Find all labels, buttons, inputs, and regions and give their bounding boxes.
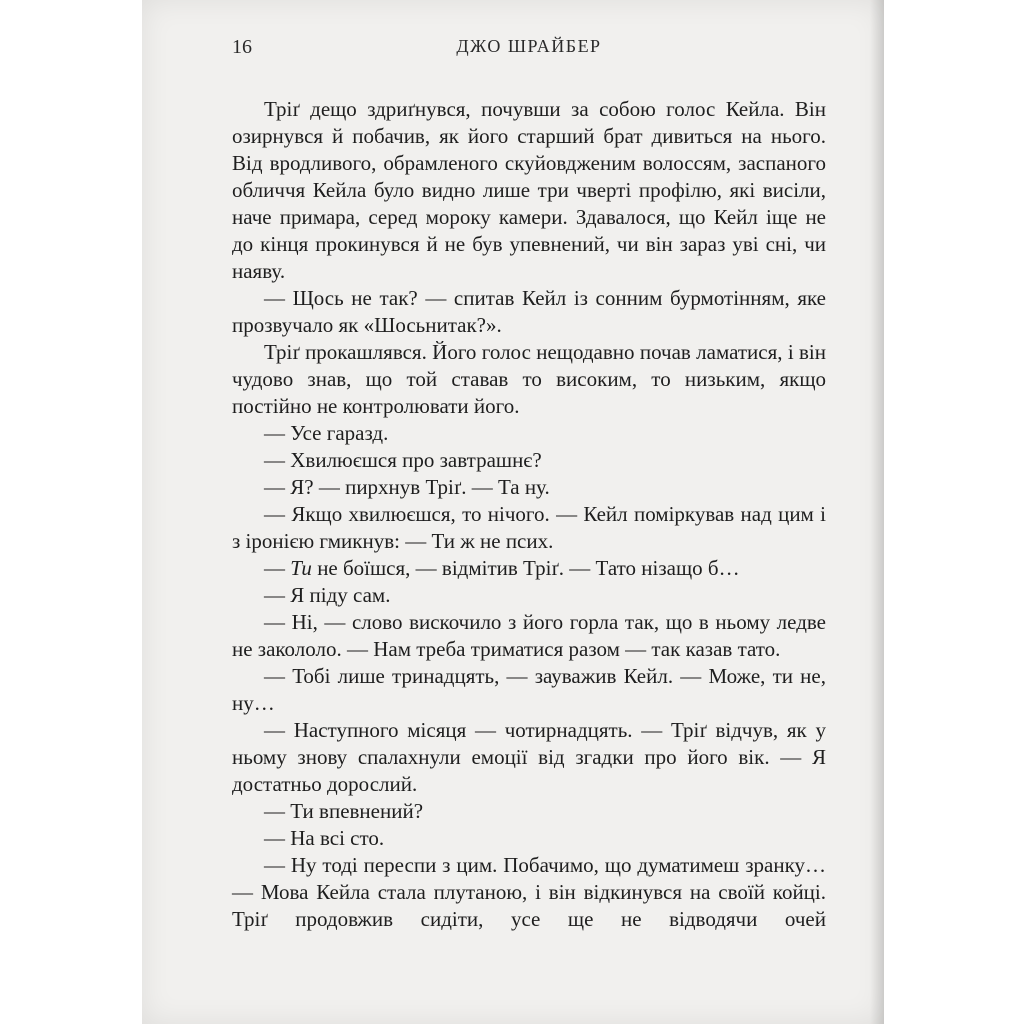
body-text [232, 96, 826, 933]
running-title: ДЖО ШРАЙБЕР [456, 36, 602, 56]
paragraph: — Ти не боїшся, — відмітив Тріґ. — Тато нізащо б… [264, 556, 740, 580]
page-number: 16 [232, 36, 252, 58]
paragraph: — Ти впевнений? [264, 799, 424, 823]
paragraph: — Я? — пирхнув Тріґ. — Та ну. [264, 475, 550, 499]
paragraph: — Хвилюєшся про завтрашнє? [264, 448, 542, 472]
page-header [232, 36, 826, 64]
book-page [142, 0, 884, 1024]
paragraph: — Якщо хвилюєшся, то нічого. — Кейл поміркував над цим і з іронією гмикнув: — Ти ж не псих. [232, 502, 826, 553]
paragraph: — Я піду сам. [264, 583, 391, 607]
paragraph: — Наступного місяця — чотирнадцять. — Тріґ відчув, як у ньому знову спалахнули емоції від згадки про його вік. — Я достатньо дорослий. [232, 718, 826, 796]
paragraph: — Щось не так? — спитав Кейл із сонним бурмотінням, яке прозвучало як «Шосьнитак?». [232, 286, 826, 337]
paragraph: — Ну тоді переспи з цим. Побачимо, що думатимеш зранку… — Мова Кейла стала плутаною, і він відкинувся на своїй койці. Тріґ продовжив сидіти, усе ще не відводячи очей [232, 853, 826, 931]
italic-word: Ти [290, 556, 312, 580]
paragraph: — Тобі лише тринадцять, — зауважив Кейл. — Може, ти не, ну… [232, 664, 826, 715]
paragraph-rest: не боїшся, — відмітив Тріґ. — Тато нізащо б… [311, 556, 740, 580]
paragraph: Тріґ прокашлявся. Його голос нещодавно почав ламатися, і він чудово знав, що той ставав то високим, то низьким, якщо постійно не контролювати його. [232, 340, 826, 418]
paragraph: — Усе гаразд. [264, 421, 389, 445]
paragraph: — Ні, — слово вискочило з його горла так, що в ньому ледве не закололо. — Нам треба триматися разом — так казав тато. [232, 610, 826, 661]
paragraph: — На всі сто. [264, 826, 385, 850]
paragraph: Тріґ дещо здриґнувся, почувши за собою голос Кейла. Він озирнувся й побачив, як його старший брат дивиться на нього. Від вродливого, обрамленого скуйовдженим волоссям, заспаного обличчя Кейла було видно лише три чверті профілю, які висіли, наче примара, серед мороку камери. Здавалося, що Кейл іще не до кінця прокинувся й не був упевнений, чи він зараз уві сні, чи наяву. [232, 97, 826, 283]
